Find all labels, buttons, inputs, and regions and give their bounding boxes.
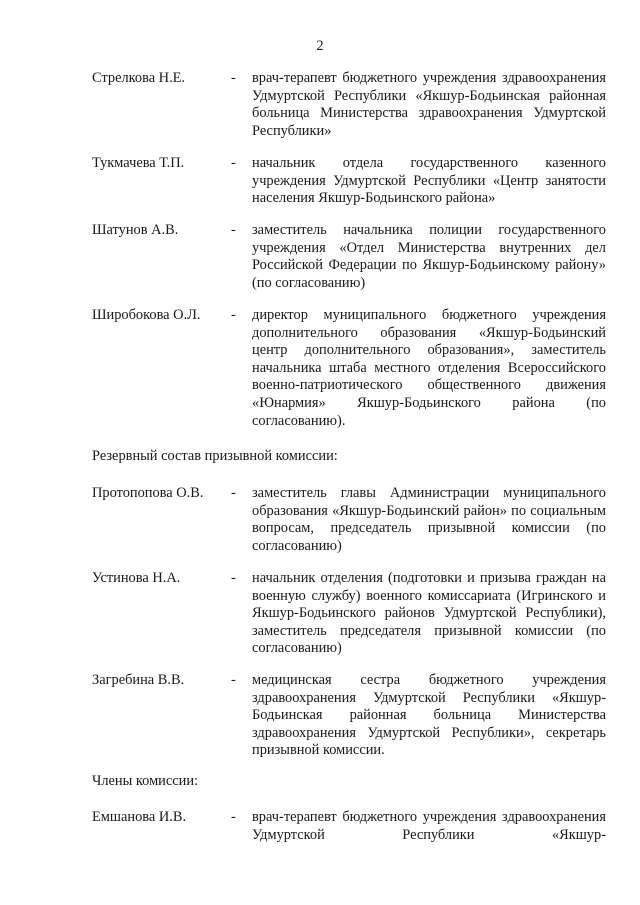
member-name: Емшанова И.В.: [92, 809, 187, 825]
member-name: Широбокова О.Л.: [92, 307, 201, 323]
member-position: начальник отделения (подготовки и призыва граждан на военную службу) военного комиссариата (Игринского и Якшур-Бодьинского районов Удмуртской Республики), заместитель председателя призывной комиссии (по согласованию): [252, 570, 606, 657]
member-position: заместитель начальника полиции государственного учреждения «Отдел Министерства внутренних дел Российской Федерации по Якшур-Бодьинскому району» (по согласованию): [252, 222, 606, 291]
entry-dash: -: [231, 570, 236, 586]
member-position: врач-терапевт бюджетного учреждения здравоохранения Удмуртской Республики «Якшур-: [252, 809, 606, 843]
member-position: заместитель главы Администрации муниципального образования «Якшур-Бодьинский район» по социальным вопросам, председатель призывной комиссии (по согласованию): [252, 485, 606, 554]
member-name: Тукмачева Т.П.: [92, 155, 185, 171]
entry-dash: -: [231, 222, 236, 238]
member-name: Протопопова О.В.: [92, 485, 204, 501]
member-position: директор муниципального бюджетного учреждения дополнительного образования «Якшур-Бодьинский центр дополнительного образования», заместитель начальника штаба местного отделения Всероссийского военно-патриотического общественного движения «Юнармия» Якшур-Бодьинского района (по согласованию).: [252, 307, 606, 429]
member-position: врач-терапевт бюджетного учреждения здравоохранения Удмуртской Республики «Якшур-Бодьинская районная больница Министерства здравоохранения Удмуртской Республики»: [252, 70, 606, 139]
member-name: Стрелкова Н.Е.: [92, 70, 186, 86]
member-name: Устинова Н.А.: [92, 570, 181, 586]
entry-dash: -: [231, 485, 236, 501]
reserve-section-heading: Резервный состав призывной комиссии:: [92, 448, 338, 464]
entry-dash: -: [231, 155, 236, 171]
member-name: Шатунов А.В.: [92, 222, 179, 238]
page-number: 2: [316, 38, 324, 54]
member-name: Загребина В.В.: [92, 672, 185, 688]
entry-dash: -: [231, 307, 236, 323]
members-section-heading: Члены комиссии:: [92, 773, 199, 789]
entry-dash: -: [231, 70, 236, 86]
member-position: начальник отдела государственного казенного учреждения Удмуртской Республики «Центр занятости населения Якшур-Бодьинского района»: [252, 155, 606, 207]
member-position: медицинская сестра бюджетного учреждения здравоохранения Удмуртской Республики «Якшур-Бодьинская районная больница Министерства здравоохранения Удмуртской Республики», секретарь призывной комиссии.: [252, 672, 606, 759]
entry-dash: -: [231, 809, 236, 825]
entry-dash: -: [231, 672, 236, 688]
